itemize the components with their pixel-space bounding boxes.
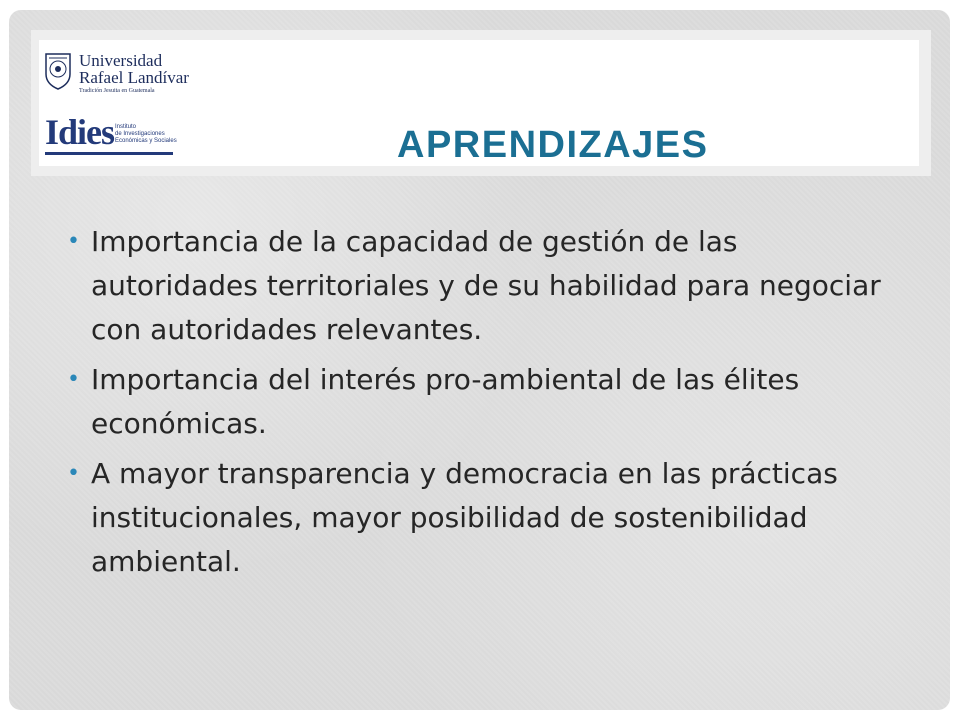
bullet-marker: •	[67, 461, 80, 486]
slide	[9, 10, 950, 710]
idies-underline	[45, 152, 173, 155]
header-panel	[39, 40, 919, 166]
bullet-text: A mayor transparencia y democracia en las prácticas institucionales, mayor posibilidad de sostenibilidad ambiental.	[91, 457, 838, 578]
logo-area	[39, 40, 199, 166]
bullet-text: Importancia de la capacidad de gestión de las autoridades territoriales y de su habilidad para negociar con autoridades relevantes.	[91, 225, 881, 346]
idies-logo	[45, 114, 195, 156]
bullet-text: Importancia del interés pro-ambiental de las élites económicas.	[91, 363, 800, 440]
bullet-item	[67, 358, 887, 446]
university-tagline: Tradición Jesuita en Guatemala	[79, 88, 155, 94]
bullet-item	[67, 220, 887, 352]
bullet-marker: •	[67, 367, 80, 392]
bullet-item	[67, 452, 887, 584]
idies-subtitle: Instituto de Investigaciones Económicas y Sociales	[115, 124, 177, 144]
idies-wordmark: Idies	[45, 112, 115, 152]
university-logo	[41, 52, 191, 100]
bullet-marker: •	[67, 229, 80, 254]
university-seal-icon	[43, 52, 73, 90]
bullet-list	[67, 220, 887, 590]
slide-title: APRENDIZAJES	[397, 124, 709, 166]
university-name: Universidad Rafael Landívar	[79, 51, 189, 87]
